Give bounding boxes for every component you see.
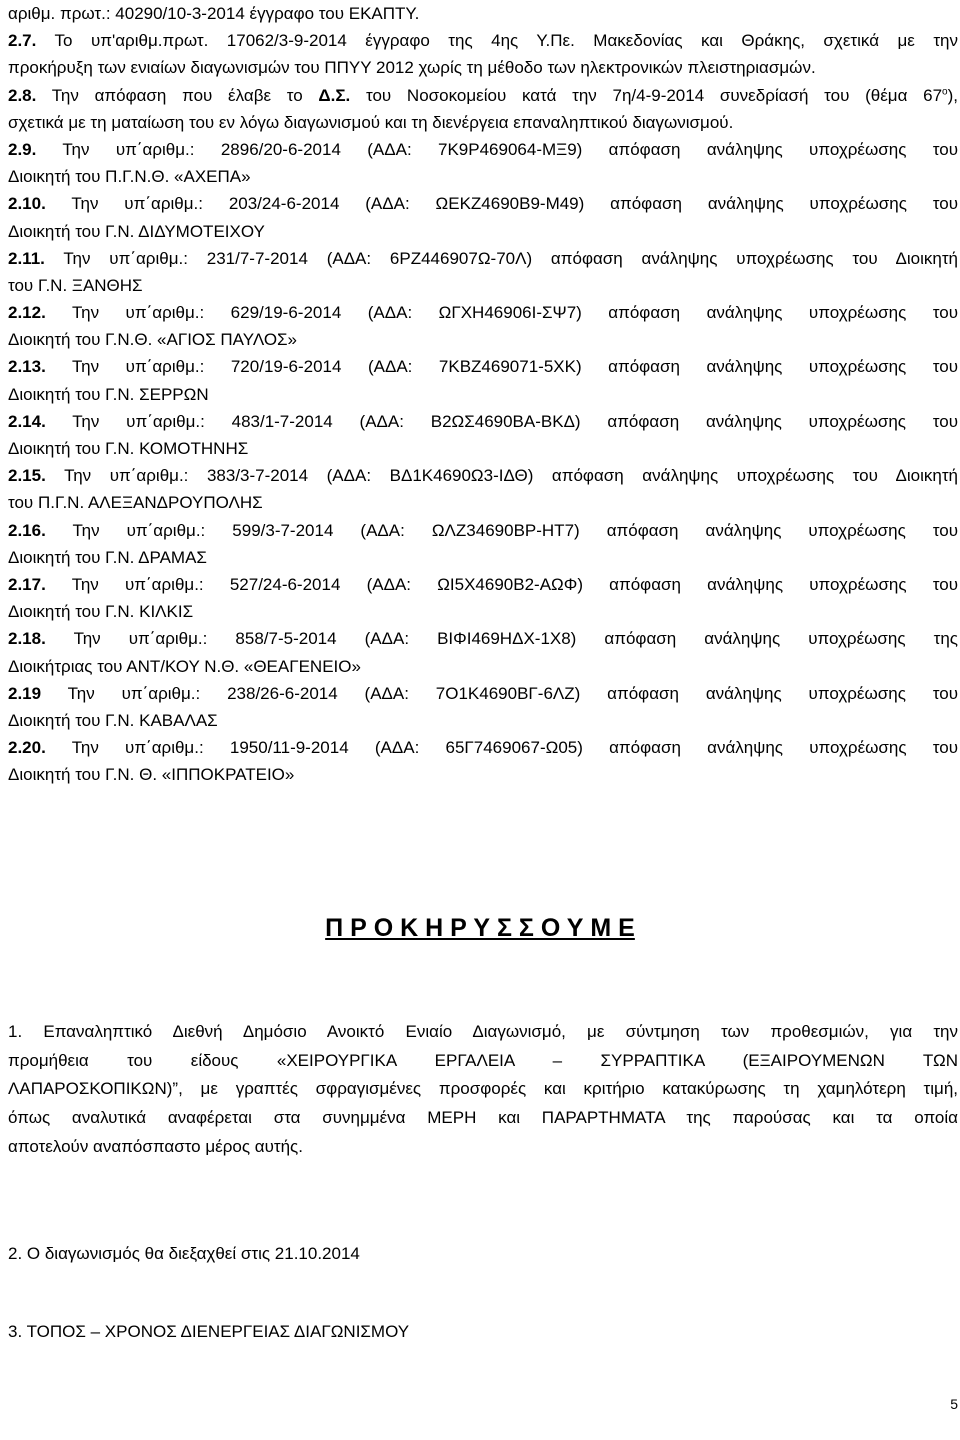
- item-2-13-number: 2.13.: [8, 357, 46, 377]
- item-2-15-number: 2.15.: [8, 466, 46, 486]
- item-2-8-number: 2.8.: [8, 85, 37, 105]
- item-2-20-text: Την υπ΄αριθμ.: 1950/11-9-2014 (ΑΔΑ: 65Γ7469067-Ω05) απόφαση ανάληψης υποχρέωσης του: [71, 738, 958, 758]
- item-2-13-line-1: [8, 353, 958, 380]
- section-1-line: προμήθεια του είδους «ΧΕΙΡΟΥΡΓΙΚΑ ΕΡΓΑΛΕΙΑ – ΣΥΡΡΑΠΤΙΚΑ (ΕΞΑΙΡΟΥΜΕΝΩΝ ΤΩΝ: [8, 1050, 958, 1070]
- item-2-7-text: Το υπ'αριθμ.πρωτ. 17062/3-9-2014 έγγραφο της 4ης Υ.Πε. Μακεδονίας και Θράκης, σχετικά με την: [54, 31, 958, 51]
- section-3-heading: 3. ΤΟΠΟΣ – ΧΡΟΝΟΣ ΔΙΕΝΕΡΓΕΙΑΣ ΔΙΑΓΩΝΙΣΜΟΥ: [8, 1322, 410, 1341]
- item-2-10-line-1: [8, 190, 958, 217]
- item-2-14-line-1: [8, 408, 958, 435]
- item-2-18-number: 2.18.: [8, 629, 46, 649]
- item-2-20-number: 2.20.: [8, 738, 46, 758]
- item-2-16-text: Την υπ΄αριθμ.: 599/3-7-2014 (ΑΔΑ: ΩΛΖ34690ΒΡ-ΗΤ7) απόφαση ανάληψης υποχρέωσης του: [72, 520, 958, 540]
- item-2-8-superscript: ο: [942, 85, 948, 97]
- item-2-16-number: 2.16.: [8, 520, 46, 540]
- item-2-18-line-2: Διοικήτριας του ΑΝΤ/ΚΟΥ Ν.Θ. «ΘΕΑΓΕΝΕΙΟ»: [8, 656, 361, 676]
- item-2-17-line-1: [8, 571, 958, 598]
- item-2-10-text: Την υπ΄αριθμ.: 203/24-6-2014 (ΑΔΑ: ΩΕΚΖ4690Β9-Μ49) απόφαση ανάληψης υποχρέωσης του: [71, 194, 958, 214]
- item-2-8-text-end: ),: [947, 85, 958, 105]
- item-2-11-line-2: του Γ.Ν. ΞΑΝΘΗΣ: [8, 275, 143, 295]
- item-2-12-number: 2.12.: [8, 303, 46, 323]
- section-1-line: ΛΑΠΑΡΟΣΚΟΠΙΚΩΝ)”, με γραπτές σφραγισμένες προσφορές και κριτήριο κατακύρωσης τη χαμηλότερη τιμή,: [8, 1079, 958, 1099]
- item-2-20-line-2: Διοικητή του Γ.Ν. Θ. «ΙΠΠΟΚΡΑΤΕΙΟ»: [8, 765, 295, 785]
- item-2-8-text-rest: του Νοσοκομείου κατά την 7η/4-9-2014 συνεδρίασή του (θέμα 67: [366, 85, 943, 105]
- item-2-17-line-2: Διοικητή του Γ.Ν. ΚΙΛΚΙΣ: [8, 602, 194, 622]
- item-2-7-number: 2.7.: [8, 31, 37, 51]
- section-1-paragraph: [8, 1018, 958, 1161]
- item-2-10-number: 2.10.: [8, 194, 46, 214]
- item-2-11-line-1: [8, 245, 958, 272]
- item-2-20-line-1: [8, 734, 958, 761]
- item-2-19-text: Την υπ΄αριθμ.: 238/26-6-2014 (ΑΔΑ: 7Ο1Κ4690ΒΓ-6ΛΖ) απόφαση ανάληψης υποχρέωσης του: [67, 683, 958, 703]
- item-2-9-line-2: Διοικητή του Π.Γ.Ν.Θ. «ΑΧΕΠΑ»: [8, 167, 251, 187]
- item-2-19-line-1: [8, 680, 958, 707]
- item-2-13-line-2: Διοικητή του Γ.Ν. ΣΕΡΡΩΝ: [8, 384, 209, 404]
- item-2-16-line-1: [8, 517, 958, 544]
- item-2-14-line-2: Διοικητή του Γ.Ν. ΚΟΜΟΤΗΝΗΣ: [8, 439, 249, 458]
- item-2-11-number: 2.11.: [8, 248, 45, 268]
- item-2-7-line-1: [8, 27, 958, 54]
- item-2-17-number: 2.17.: [8, 574, 46, 594]
- section-1-line: 1. Επαναληπτικό Διεθνή Δημόσιο Ανοικτό Ενιαίο Διαγωνισμό, με σύντμηση των προθεσμιών, για την: [8, 1022, 958, 1041]
- item-2-19-line-2: Διοικητή του Γ.Ν. ΚΑΒΑΛΑΣ: [8, 710, 218, 730]
- item-2-12-line-1: [8, 299, 958, 326]
- item-2-17-text: Την υπ΄αριθμ.: 527/24-6-2014 (ΑΔΑ: ΩΙ5Χ4690Β2-ΑΩΦ) απόφαση ανάληψης υποχρέωσης του: [71, 574, 958, 594]
- section-2-date-line: 2. Ο διαγωνισμός θα διεξαχθεί στις 21.10.2014: [8, 1244, 360, 1263]
- item-2-10-line-2: Διοικητή του Γ.Ν. ΔΙΔΥΜΟΤΕΙΧΟΥ: [8, 221, 265, 241]
- section-1-line: όπως αναλυτικά αναφέρεται στα συνημμένα ΜΕΡΗ και ΠΑΡΑΡΤΗΜΑΤΑ της παρούσας και τα οποία: [8, 1108, 958, 1128]
- item-2-14-number: 2.14.: [8, 411, 46, 431]
- item-2-12-text: Την υπ΄αριθμ.: 629/19-6-2014 (ΑΔΑ: ΩΓΧΗ46906Ι-ΣΨ7) απόφαση ανάληψης υποχρέωσης του: [71, 303, 958, 323]
- item-2-13-text: Την υπ΄αριθμ.: 720/19-6-2014 (ΑΔΑ: 7ΚΒΖ469071-5ΧΚ) απόφαση ανάληψης υποχρέωσης του: [72, 357, 958, 377]
- item-2-8-board-abbrev: Δ.Σ.: [318, 85, 351, 105]
- item-2-8-line-2: σχετικά με τη ματαίωση του εν λόγω διαγωνισμού και τη διενέργεια επαναληπτικού διαγωνισμού.: [8, 112, 734, 132]
- proclamation-heading: Π Ρ Ο Κ Η Ρ Υ Σ Σ Ο Υ Μ Ε: [325, 914, 635, 942]
- item-2-15-text: Την υπ΄αριθμ.: 383/3-7-2014 (ΑΔΑ: ΒΔ1Κ4690Ω3-ΙΔΘ) απόφαση ανάληψης υποχρέωσης του Διοικητή: [64, 466, 958, 486]
- item-2-12-line-2: Διοικητή του Γ.Ν.Θ. «ΑΓΙΟΣ ΠΑΥΛΟΣ»: [8, 330, 297, 350]
- item-2-8-line-1: [8, 82, 958, 109]
- item-2-9-text: Την υπ΄αριθμ.: 2896/20-6-2014 (ΑΔΑ: 7Κ9Ρ469064-ΜΞ9) απόφαση ανάληψης υποχρέωσης του: [62, 139, 958, 159]
- continuation-line: αριθμ. πρωτ.: 40290/10-3-2014 έγγραφο του ΕΚΑΠΤΥ.: [8, 4, 420, 23]
- considerations-list: [8, 0, 958, 788]
- item-2-9-line-1: [8, 136, 958, 163]
- section-1-line: αποτελούν αναπόσπαστο μέρος αυτής.: [8, 1136, 303, 1156]
- item-2-16-line-2: Διοικητή του Γ.Ν. ΔΡΑΜΑΣ: [8, 547, 207, 567]
- item-2-8-text: Την απόφαση που έλαβε το: [51, 85, 303, 105]
- item-2-15-line-1: [8, 462, 958, 489]
- item-2-9-number: 2.9.: [8, 139, 37, 159]
- item-2-19-number: 2.19: [8, 683, 42, 703]
- item-2-11-text: Την υπ΄αριθμ.: 231/7-7-2014 (ΑΔΑ: 6ΡΖ446907Ω-70Λ) απόφαση ανάληψης υποχρέωσης του Διοικητή: [63, 248, 958, 268]
- item-2-14-text: Την υπ΄αριθμ.: 483/1-7-2014 (ΑΔΑ: Β2ΩΣ4690ΒΑ-ΒΚΔ) απόφαση ανάληψης υποχρέωσης του: [72, 411, 958, 431]
- item-2-18-line-1: [8, 625, 958, 652]
- item-2-7-line-2: προκήρυξη των ενιαίων διαγωνισμών του ΠΠΥΥ 2012 χωρίς τη μέθοδο των ηλεκτρονικών πλειστηριασμών.: [8, 58, 816, 78]
- page-number: 5: [950, 1396, 958, 1412]
- item-2-18-text: Την υπ΄αριθμ.: 858/7-5-2014 (ΑΔΑ: ΒΙΦΙ469ΗΔΧ-1Χ8) απόφαση ανάληψης υποχρέωσης της: [73, 629, 958, 649]
- item-2-15-line-2: του Π.Γ.Ν. ΑΛΕΞΑΝΔΡΟΥΠΟΛΗΣ: [8, 493, 263, 513]
